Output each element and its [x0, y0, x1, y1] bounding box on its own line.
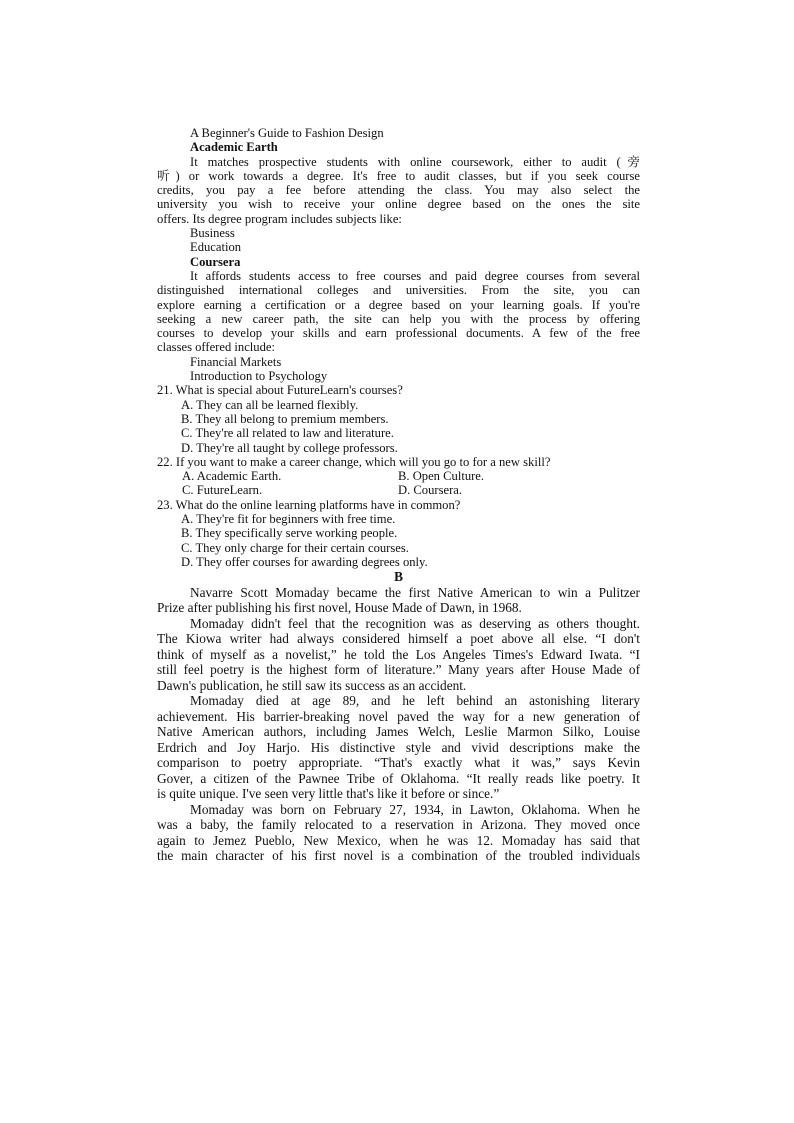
academic-earth-line: 听) or work towards a degree. It's free to audit classes, but if you seek course [157, 168, 640, 183]
class-item: Financial Markets [190, 354, 282, 369]
question-21-option-c: C. They're all related to law and literature. [181, 426, 394, 441]
academic-earth-line: offers. Its degree program includes subjects like: [157, 211, 402, 226]
paragraph-line: again to Jemez Pueblo, New Mexico, when he was 12. Momaday has said that [157, 832, 640, 848]
paragraph-line: Native American authors, including James Welch, Leslie Marmon Silko, Louise [157, 724, 640, 740]
paragraph-line: was a baby, the family relocated to a reservation in Arizona. They moved once [157, 817, 640, 833]
question-22-options-row-1 [157, 469, 640, 483]
paragraph-line: the main character of his first novel is a combination of the troubled individuals [157, 848, 640, 864]
coursera-line: distinguished international colleges and universities. From the site, you can [157, 283, 640, 298]
academic-earth-heading: Academic Earth [190, 140, 278, 155]
coursera-line: courses to develop your skills and earn professional documents. A few of the free [157, 326, 640, 341]
academic-earth-line: credits, you pay a fee before attending the class. You may also select the [157, 183, 640, 198]
question-21-stem: 21. What is special about FutureLearn's courses? [157, 383, 403, 398]
question-21-option-b: B. They all belong to premium members. [181, 411, 389, 426]
subject-item: Education [190, 240, 242, 255]
question-23-stem: 23. What do the online learning platforms have in common? [157, 497, 461, 512]
coursera-heading: Coursera [190, 254, 241, 269]
paragraph-line: comparison to poetry appropriate. “That's exactly what it was,” says Kevin [157, 755, 640, 771]
section-b-heading: B [394, 569, 403, 585]
paragraph-line: achievement. His barrier-breaking novel paved the way for a new generation of [157, 708, 640, 724]
section-a-title: A Beginner's Guide to Fashion Design [190, 126, 384, 140]
question-21-option-d: D. They're all taught by college professors. [181, 440, 398, 455]
paragraph-line: Momaday died at age 89, and he left behind an astonishing literary [190, 693, 640, 709]
question-23-option-b: B. They specifically serve working people. [181, 526, 398, 541]
paragraph-line: Dawn's publication, he still saw its success as an accident. [157, 677, 467, 693]
question-23-option-c: C. They only charge for their certain courses. [181, 540, 409, 555]
paragraph-line: still feel poetry is the highest form of literature.” Many years after House Made of [157, 662, 640, 678]
question-22-stem: 22. If you want to make a career change, which will you go to for a new skill? [157, 454, 551, 469]
question-22-option-a: A. Academic Earth. [182, 469, 282, 484]
paragraph-line: is quite unique. I've seen very little that's like it before or since.” [157, 786, 500, 802]
paragraph-line: Navarre Scott Momaday became the first Native American to win a Pulitzer [190, 584, 640, 600]
question-22-option-d: D. Coursera. [398, 483, 463, 498]
academic-earth-line: university you wish to receive your online degree based on the ones the site [157, 197, 640, 212]
subject-item: Business [190, 226, 235, 241]
paragraph-line: The Kiowa writer had always considered himself a poet above all else. “I don't [157, 631, 640, 647]
paragraph-line: Prize after publishing his first novel, House Made of Dawn, in 1968. [157, 600, 522, 616]
section-b [157, 569, 640, 864]
paragraph-line: Momaday was born on February 27, 1934, in Lawton, Oklahoma. When he [190, 801, 640, 817]
class-item: Introduction to Psychology [190, 369, 328, 384]
coursera-line: It affords students access to free courses and paid degree courses from several [190, 268, 640, 283]
document-page [157, 126, 640, 864]
paragraph-line: think of myself as a novelist,” he told the Los Angeles Times's Edward Iwata. “I [157, 646, 640, 662]
question-22-option-b: B. Open Culture. [398, 469, 485, 484]
paragraph-line: Momaday didn't feel that the recognition was as deserving as others thought. [190, 615, 640, 631]
question-22-options-row-2 [157, 483, 640, 497]
coursera-line: explore earning a certification or a degree based on your learning goals. If you're [157, 297, 640, 312]
paragraph-line: Gover, a citizen of the Pawnee Tribe of Oklahoma. “It really reads like poetry. It [157, 770, 640, 786]
question-23-option-d: D. They offer courses for awarding degrees only. [181, 554, 428, 569]
question-23-option-a: A. They're fit for beginners with free time. [181, 512, 396, 527]
question-22-option-c: C. FutureLearn. [182, 483, 263, 498]
academic-earth-line: It matches prospective students with online coursework, either to audit (旁 [190, 154, 640, 169]
coursera-line: seeking a new career path, the site can help you with the process by offering [157, 311, 640, 326]
question-21-option-a: A. They can all be learned flexibly. [181, 397, 359, 412]
paragraph-line: Erdrich and Joy Harjo. His distinctive style and vivid descriptions make the [157, 739, 640, 755]
coursera-line: classes offered include: [157, 340, 275, 355]
